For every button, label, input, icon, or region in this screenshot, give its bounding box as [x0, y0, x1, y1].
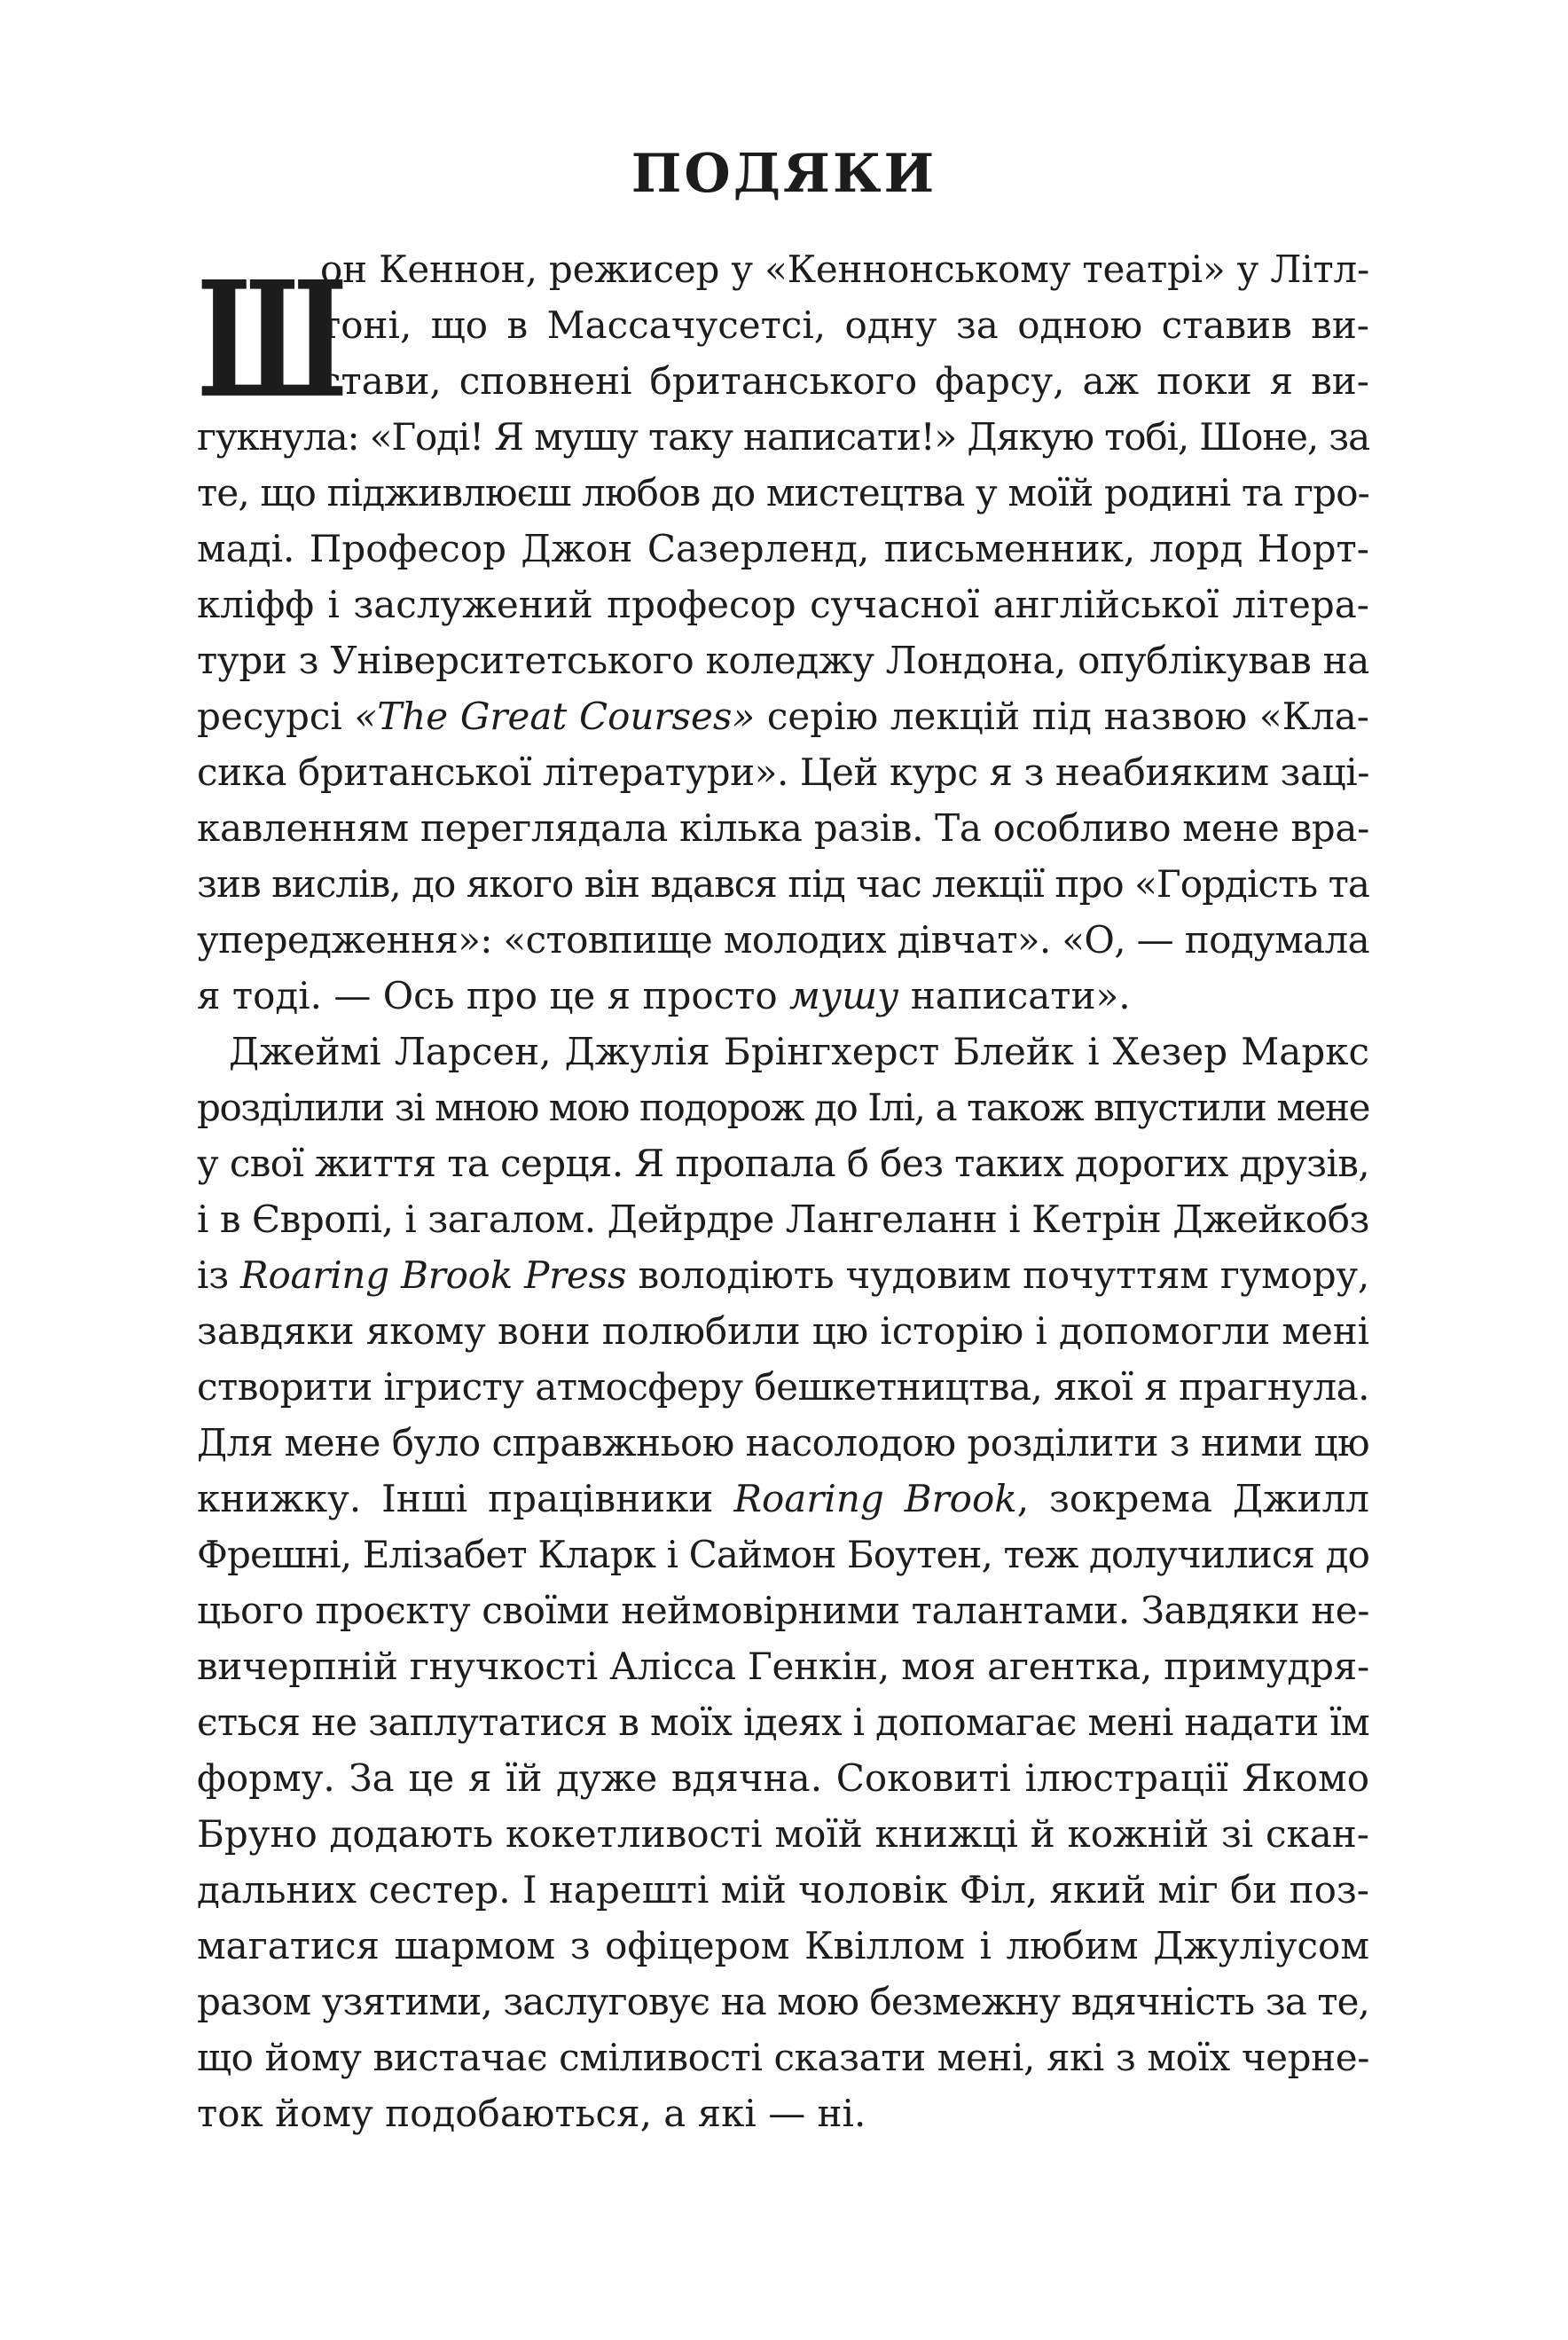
text-line: сика британської літератури». Цей курс я з неабияким заці-: [197, 750, 1369, 794]
text-line: те, що підживлюєш любов до мистецтва у моїй родині та гро-: [197, 471, 1369, 514]
text-segment: ресурсі: [197, 695, 355, 738]
text-line: тури з Університетського коледжу Лондона, опублікував на: [197, 639, 1369, 682]
text-line: тоні, що в Массачусетсі, одну за одною ставив ви-: [320, 303, 1369, 347]
italic-emphasis: мушу: [789, 974, 899, 1017]
text-line: зив вислів, до якого він вдався під час лекції про «Гордість та: [197, 862, 1370, 906]
dropcap-letter: Ш: [197, 246, 348, 434]
text-line: [197, 1471, 1369, 1527]
text-line: Бруно додають кокетливості моїй книжці й кожній зі скан-: [197, 1812, 1369, 1856]
text-line: разом узятими, заслуговує на мою безмежну вдячність за те,: [197, 1980, 1369, 2023]
text-line: у свої життя та серця. Я пропала б без таких дорогих друзів,: [197, 1142, 1369, 1185]
text-line: створити ігристу атмосферу бешкетництва, якої я прагнула.: [197, 1365, 1369, 1409]
text-line: упередження»: «стовпище молодих дівчат». «О, — подумала: [197, 918, 1369, 962]
text-segment: володіють чудовим почуттям гумору,: [626, 1253, 1369, 1297]
text-line: [197, 968, 1131, 1024]
text-line: і в Європі, і загалом. Дейрдре Лангеланн і Кетрін Джейкобз: [197, 1197, 1369, 1241]
text-line: форму. За це я їй дуже вдячна. Соковиті ілюстрації Якомо: [197, 1756, 1369, 1800]
text-line: кліфф і заслужений професор сучасної англійської літера-: [197, 583, 1369, 626]
text-line: стави, сповнені британського фарсу, аж поки я ви-: [320, 359, 1369, 403]
italic-publisher: Roaring Brook: [733, 1477, 1017, 1520]
text-line: Фрешні, Елізабет Кларк і Саймон Боутен, теж долучилися до: [197, 1533, 1369, 1576]
text-segment: написати».: [898, 974, 1131, 1017]
text-line: завдяки якому вони полюбили цю історію і допомогли мені: [197, 1309, 1369, 1353]
text-line: [197, 688, 1369, 744]
text-line: Джеймі Ларсен, Джулія Брінгхерст Блейк і Хезер Маркс: [229, 1030, 1369, 1073]
text-segment: , зокрема Джилл: [1016, 1477, 1369, 1520]
text-line: цього проєкту своїми неймовірними талантами. Завдяки не-: [197, 1589, 1369, 1632]
text-line: розділили зі мною мою подорож до Ілі, а також впустили мене: [197, 1086, 1370, 1129]
text-line: Для мене було справжньою насолодою розділити з ними цю: [197, 1421, 1369, 1464]
text-line: кавленням переглядала кілька разів. Та особливо мене вра-: [197, 806, 1369, 850]
text-line: ється не заплутатися в моїх ідеях і допомагає мені надати їм: [197, 1700, 1369, 1744]
text-line: магатися шармом з офіцером Квіллом і любим Джуліусом: [197, 1924, 1369, 1967]
text-segment: я тоді. — Ось про це я просто: [197, 974, 790, 1017]
italic-publisher: Roaring Brook Press: [240, 1253, 627, 1297]
text-line: ток йому подобаються, а які — ні.: [197, 2092, 866, 2135]
text-line: гукнула: «Годі! Я мушу таку написати!» Дякую тобі, Шоне, за: [197, 415, 1369, 459]
text-line: що йому вистачає сміливості сказати мені, які з моїх черне-: [197, 2036, 1369, 2079]
text-line: маді. Професор Джон Сазерленд, письменник, лорд Норт-: [197, 527, 1369, 570]
text-segment: серію лекцій під назвою «Кла-: [755, 695, 1370, 738]
text-segment: книжку. Інші працівники: [197, 1477, 734, 1520]
text-line: вичерпній гнучкості Алісса Генкін, моя агентка, примудря-: [197, 1645, 1369, 1688]
text-line: [197, 1247, 1369, 1303]
text-line: он Кеннон, режисер у «Кеннонському театрі» у Літл-: [320, 247, 1369, 291]
text-segment: із: [197, 1253, 241, 1297]
chapter-title: ПОДЯКИ: [631, 143, 937, 205]
text-line: дальних сестер. І нарешті мій чоловік Філ, який міг би поз-: [197, 1868, 1369, 1912]
italic-title: «The Great Courses»: [354, 695, 756, 738]
